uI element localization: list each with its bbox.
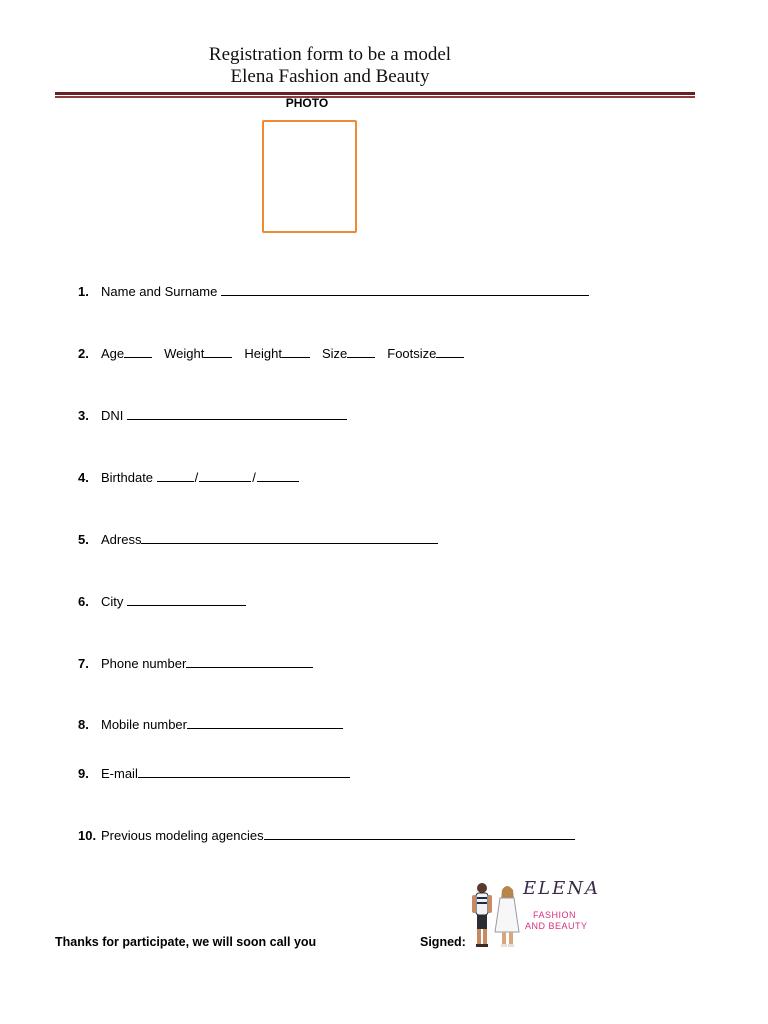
form-title: Registration form to be a model: [208, 44, 452, 65]
city-blank[interactable]: [127, 593, 246, 606]
field-label: Previous modeling agencies: [101, 828, 264, 843]
models-illustration: [467, 876, 527, 950]
signed-label: Signed:: [420, 935, 466, 949]
dni-blank[interactable]: [127, 407, 347, 420]
elena-logo: [467, 876, 600, 950]
field-address: [78, 531, 438, 548]
date-separator: /: [194, 470, 199, 485]
height-blank[interactable]: [282, 345, 310, 358]
birth-month-blank[interactable]: [199, 469, 251, 482]
field-number: 9.: [78, 766, 89, 781]
birth-day-blank[interactable]: [157, 469, 194, 482]
field-mobile: [78, 716, 343, 733]
footsize-blank[interactable]: [436, 345, 464, 358]
field-number: 8.: [78, 717, 89, 732]
field-previous-agencies: [78, 827, 575, 844]
size-label: Size: [321, 346, 348, 361]
company-name: Elena Fashion and Beauty: [230, 66, 430, 87]
field-city: [78, 593, 246, 610]
phone-blank[interactable]: [186, 655, 313, 668]
field-number: 10.: [78, 828, 97, 843]
previous-agencies-blank[interactable]: [264, 827, 575, 840]
field-label: DNI: [101, 408, 127, 423]
header-divider-lower: [55, 96, 695, 98]
size-blank[interactable]: [347, 345, 375, 358]
weight-blank[interactable]: [204, 345, 232, 358]
age-label: Age: [101, 346, 125, 361]
photo-box[interactable]: [262, 120, 357, 233]
name-surname-blank[interactable]: [221, 283, 589, 296]
field-phone: [78, 655, 313, 672]
field-number: 1.: [78, 284, 89, 299]
field-number: 7.: [78, 656, 89, 671]
field-label: Adress: [101, 532, 142, 547]
logo-tagline-line2: AND BEAUTY: [525, 921, 588, 931]
height-label: Height: [244, 346, 282, 361]
field-label: Birthdate: [101, 470, 157, 485]
birth-year-blank[interactable]: [257, 469, 299, 482]
field-number: 4.: [78, 470, 89, 485]
field-label: Mobile number: [101, 717, 187, 732]
field-measurements: [78, 345, 476, 362]
field-number: 5.: [78, 532, 89, 547]
mobile-blank[interactable]: [187, 716, 343, 729]
field-label: City: [101, 594, 127, 609]
weight-label: Weight: [164, 346, 205, 361]
field-email: [78, 765, 350, 782]
field-number: 6.: [78, 594, 89, 609]
field-name-surname: [78, 283, 589, 300]
logo-tagline-line1: FASHION: [533, 910, 577, 920]
email-blank[interactable]: [138, 765, 350, 778]
field-birthdate: [78, 469, 299, 486]
field-number: 2.: [78, 346, 89, 361]
field-label: Phone number: [101, 656, 187, 671]
field-label: E-mail: [101, 766, 138, 781]
age-blank[interactable]: [124, 345, 152, 358]
field-label: Name and Surname: [101, 284, 221, 299]
photo-label: PHOTO: [285, 96, 329, 110]
field-dni: [78, 407, 347, 424]
date-separator: /: [252, 470, 256, 485]
logo-brand: ELENA: [523, 878, 600, 899]
footsize-label: Footsize: [387, 346, 437, 361]
thanks-message: Thanks for participate, we will soon call you: [55, 935, 317, 949]
field-number: 3.: [78, 408, 89, 423]
address-blank[interactable]: [141, 531, 438, 544]
